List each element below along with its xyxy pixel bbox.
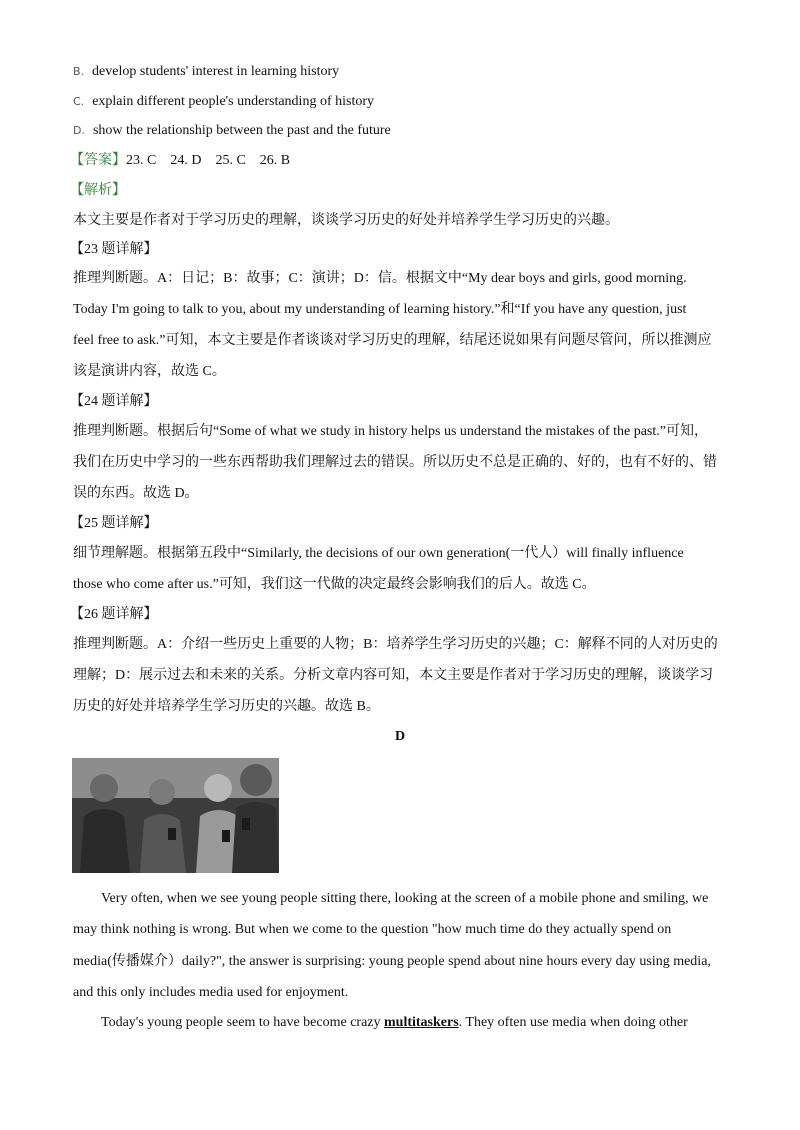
q26-line-3: 历史的好处并培养学生学习历史的兴趣。故选 B。 bbox=[73, 699, 380, 714]
answer-tag: 【答案】 bbox=[70, 153, 126, 168]
q26-line-1: 推理判断题。A：介绍一些历史上重要的人物；B：培养学生学习历史的兴趣；C：解释不同的人对历史的 bbox=[73, 637, 718, 652]
passage-p2-line-1 bbox=[101, 1014, 688, 1032]
q25-line-2: those who come after us.”可知，我们这一代做的决定最终会影响我们的后人。故选 C。 bbox=[73, 577, 596, 592]
q24-line-1: 推理判断题。根据后句“Some of what we study in history helps us understand the mistakes of the past.”可知， bbox=[73, 424, 708, 439]
q25-line-1: 细节理解题。根据第五段中“Similarly, the decisions of our own generation(一代人）will finally influence bbox=[73, 546, 684, 561]
passage-p2-text: Today's young people seem to have become crazy bbox=[101, 1015, 384, 1030]
passage-p1-line-2: may think nothing is wrong. But when we come to the question "how much time do they actually spend on bbox=[73, 922, 672, 937]
option-letter: B. bbox=[73, 65, 85, 78]
q25-heading: 【25 题详解】 bbox=[70, 516, 158, 531]
q26-heading: 【26 题详解】 bbox=[70, 607, 158, 622]
passage-p1-line-4: and this only includes media used for enjoyment. bbox=[73, 985, 349, 1000]
analysis-tag: 【解析】 bbox=[70, 183, 126, 198]
q23-line-2: Today I'm going to talk to you, about my understanding of learning history.”和“If you have any question, just bbox=[73, 302, 687, 317]
passage-photo bbox=[72, 758, 279, 873]
option-text: develop students' interest in learning history bbox=[92, 64, 340, 79]
q24-line-2: 我们在历史中学习的一些东西帮助我们理解过去的错误。所以历史不总是正确的、好的，也有不好的、错 bbox=[73, 455, 717, 470]
option-b bbox=[73, 63, 339, 81]
q26-line-2: 理解；D：展示过去和未来的关系。分析文章内容可知，本文主要是作者对于学习历史的理解，谈谈学习 bbox=[73, 668, 714, 683]
passage-p2-text-end: . They often use media when doing other bbox=[458, 1015, 688, 1030]
section-letter: D bbox=[394, 729, 406, 744]
q23-heading: 【23 题详解】 bbox=[70, 242, 158, 257]
option-letter: C. bbox=[73, 95, 85, 108]
option-text: show the relationship between the past and the future bbox=[92, 123, 391, 138]
option-d bbox=[73, 122, 391, 140]
answer-text: 23. C 24. D 25. C 26. B bbox=[126, 153, 291, 168]
q23-line-4: 该是演讲内容，故选 C。 bbox=[73, 364, 226, 379]
summary-text: 本文主要是作者对于学习历史的理解，谈谈学习历史的好处并培养学生学习历史的兴趣。 bbox=[73, 213, 619, 228]
passage-p1-line-1: Very often, when we see young people sitting there, looking at the screen of a mobile phone and smiling, we bbox=[101, 891, 709, 906]
q24-line-3: 误的东西。故选 D。 bbox=[73, 486, 199, 501]
passage-keyword: multitaskers bbox=[384, 1015, 459, 1030]
q23-line-3: feel free to ask.”可知，本文主要是作者谈谈对学习历史的理解，结尾还说如果有问题尽管问，所以推测应 bbox=[73, 333, 712, 348]
option-c bbox=[73, 93, 374, 111]
answer-line bbox=[70, 152, 290, 170]
q24-heading: 【24 题详解】 bbox=[70, 394, 158, 409]
option-letter: D. bbox=[73, 124, 85, 137]
q23-line-1: 推理判断题。A：日记；B：故事；C：演讲；D：信。根据文中“My dear boys and girls, good morning. bbox=[73, 271, 687, 286]
option-text: explain different people's understanding of history bbox=[92, 94, 374, 109]
passage-p1-line-3: media(传播媒介）daily?", the answer is surprising: young people spend about nine hours every day using media, bbox=[73, 954, 711, 969]
